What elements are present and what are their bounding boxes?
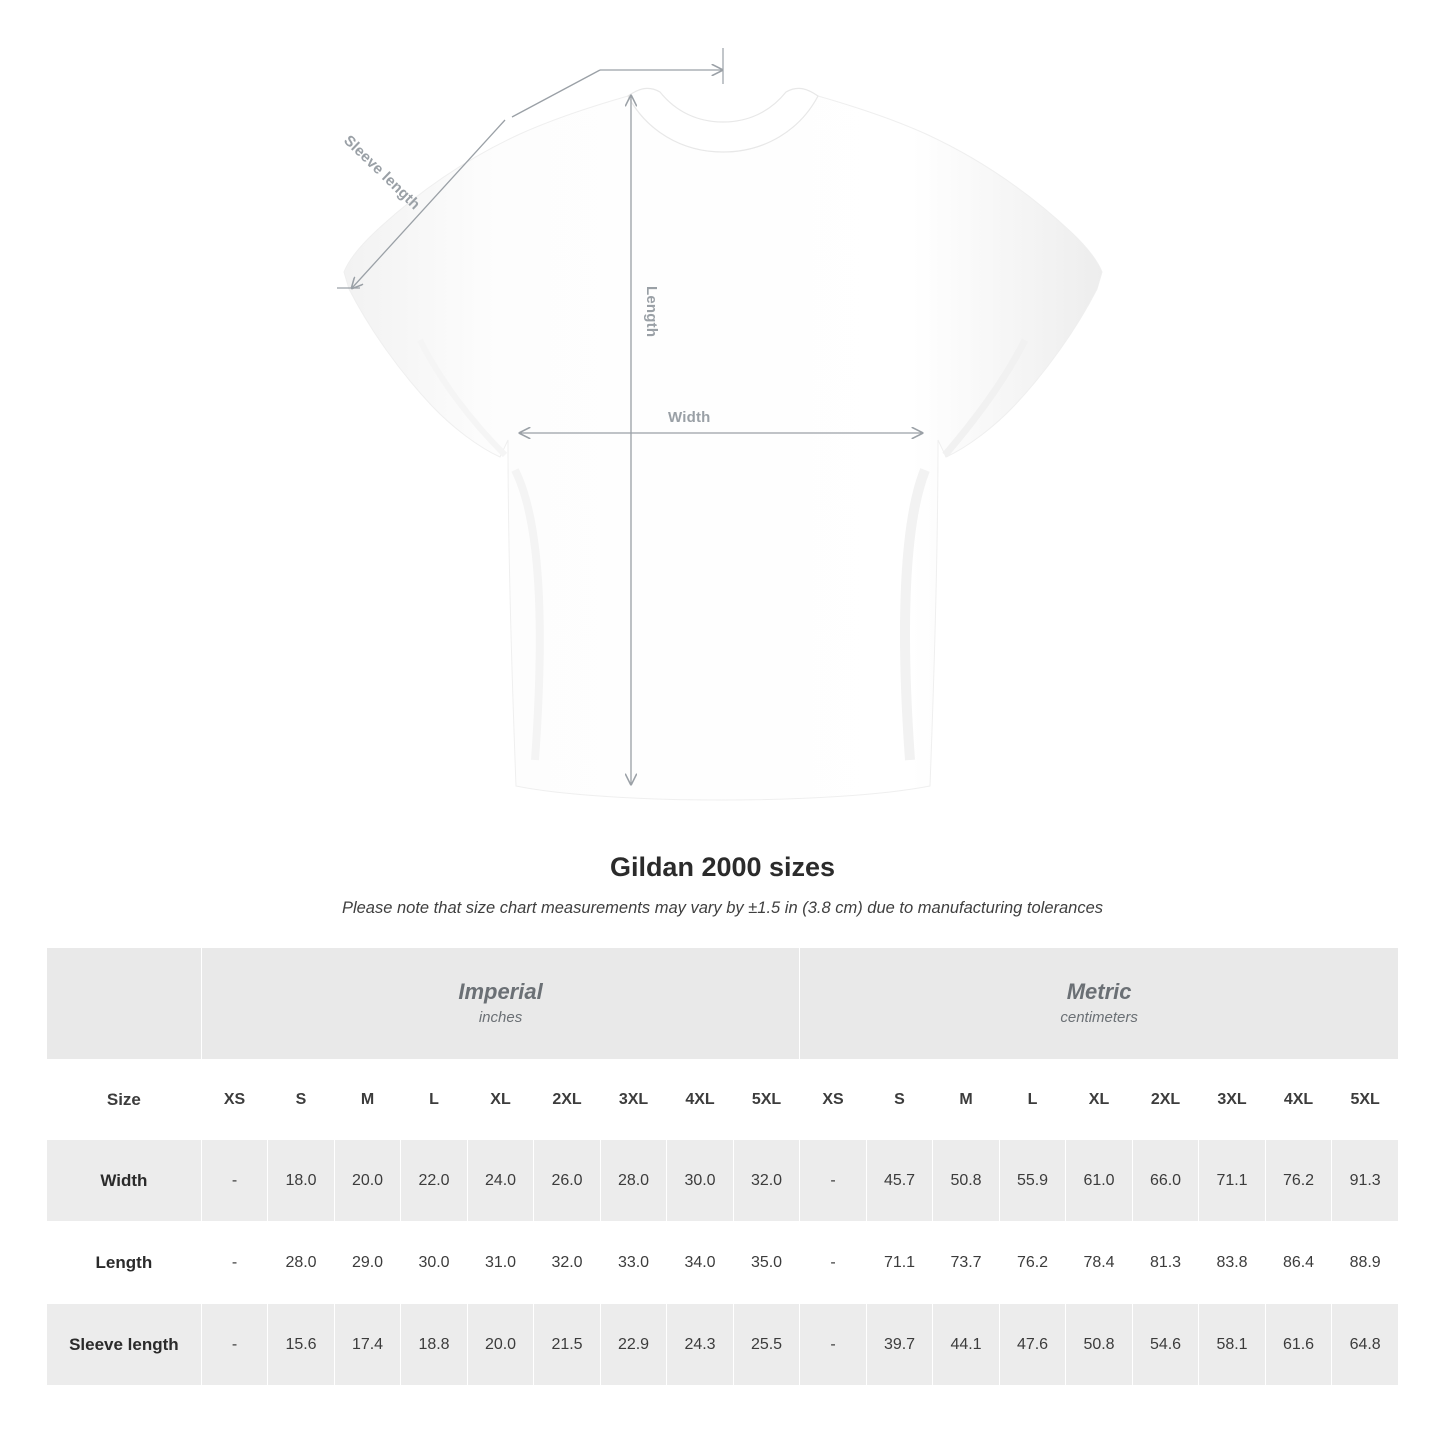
size-header-label: Size [47, 1060, 202, 1140]
table-cell: 18.0 [268, 1140, 335, 1222]
table-cell: 15.6 [268, 1304, 335, 1386]
table-cell: 45.7 [866, 1140, 933, 1222]
table-cell: 55.9 [999, 1140, 1066, 1222]
table-cell: 50.8 [933, 1140, 1000, 1222]
table-cell: 91.3 [1332, 1140, 1399, 1222]
size-header-cell: 3XL [1199, 1060, 1266, 1140]
table-cell: 54.6 [1132, 1304, 1199, 1386]
size-header-cell: S [866, 1060, 933, 1140]
table-cell: - [201, 1304, 268, 1386]
table-cell: 31.0 [467, 1222, 534, 1304]
table-cell: 76.2 [999, 1222, 1066, 1304]
length-label: Length [643, 286, 660, 338]
table-cell: 22.0 [401, 1140, 468, 1222]
unit-system-metric: Metric [1066, 978, 1132, 1004]
table-cell: 88.9 [1332, 1222, 1399, 1304]
table-cell: 32.0 [534, 1222, 601, 1304]
table-cell: 78.4 [1066, 1222, 1133, 1304]
size-header-cell: 2XL [534, 1060, 601, 1140]
size-header-cell: 4XL [1265, 1060, 1332, 1140]
table-row [47, 1222, 1399, 1304]
size-table-wrap [46, 947, 1399, 1386]
table-cell: - [201, 1222, 268, 1304]
page-title: Gildan 2000 sizes [609, 852, 836, 882]
size-header-cell: 4XL [667, 1060, 734, 1140]
size-header-cell: M [933, 1060, 1000, 1140]
table-cell: 20.0 [467, 1304, 534, 1386]
table-cell: 35.0 [733, 1222, 800, 1304]
size-table [46, 947, 1399, 1386]
table-cell: 28.0 [268, 1222, 335, 1304]
size-header-row [47, 1060, 1399, 1140]
table-cell: - [800, 1304, 867, 1386]
table-cell: 33.0 [600, 1222, 667, 1304]
table-cell: - [201, 1140, 268, 1222]
table-row [47, 1140, 1399, 1222]
table-row [47, 1304, 1399, 1386]
table-cell: 20.0 [334, 1140, 401, 1222]
unit-header-imperial [201, 948, 800, 1060]
size-header-cell: 5XL [733, 1060, 800, 1140]
table-cell: 30.0 [667, 1140, 734, 1222]
row-label: Width [47, 1140, 202, 1222]
table-cell: 86.4 [1265, 1222, 1332, 1304]
size-header-cell: XL [467, 1060, 534, 1140]
tshirt-shape [344, 88, 1102, 800]
table-cell: 44.1 [933, 1304, 1000, 1386]
table-cell: 24.0 [467, 1140, 534, 1222]
table-cell: 25.5 [733, 1304, 800, 1386]
table-cell: 39.7 [866, 1304, 933, 1386]
unit-header-row [47, 948, 1399, 1060]
size-header-cell: XS [800, 1060, 867, 1140]
size-header-cell: 5XL [1332, 1060, 1399, 1140]
sleeve-length-label: Sleeve length [340, 132, 424, 214]
table-cell: 61.6 [1265, 1304, 1332, 1386]
table-cell: 30.0 [401, 1222, 468, 1304]
table-cell: 21.5 [534, 1304, 601, 1386]
size-header-cell: L [401, 1060, 468, 1140]
table-cell: 50.8 [1066, 1304, 1133, 1386]
unit-system-imperial: Imperial [458, 978, 543, 1004]
size-header-cell: XL [1066, 1060, 1133, 1140]
table-cell: 83.8 [1199, 1222, 1266, 1304]
table-cell: 61.0 [1066, 1140, 1133, 1222]
size-header-cell: M [334, 1060, 401, 1140]
size-header-cell: XS [201, 1060, 268, 1140]
table-cell: 66.0 [1132, 1140, 1199, 1222]
table-cell: 73.7 [933, 1222, 1000, 1304]
width-label: Width [668, 409, 711, 426]
table-cell: 17.4 [334, 1304, 401, 1386]
table-cell: 24.3 [667, 1304, 734, 1386]
table-cell: 34.0 [667, 1222, 734, 1304]
size-header-cell: 3XL [600, 1060, 667, 1140]
size-header-cell: 2XL [1132, 1060, 1199, 1140]
table-cell: - [800, 1222, 867, 1304]
table-cell: 26.0 [534, 1140, 601, 1222]
tolerance-note: Please note that size chart measurements may vary by ±1.5 in (3.8 cm) due to manufacturing tolerances [341, 899, 1104, 917]
table-cell: 28.0 [600, 1140, 667, 1222]
table-cell: - [800, 1140, 867, 1222]
table-cell: 32.0 [733, 1140, 800, 1222]
table-cell: 64.8 [1332, 1304, 1399, 1386]
table-cell: 22.9 [600, 1304, 667, 1386]
table-cell: 76.2 [1265, 1140, 1332, 1222]
size-header-cell: L [999, 1060, 1066, 1140]
size-header-cell: S [268, 1060, 335, 1140]
unit-header-metric [800, 948, 1399, 1060]
table-cell: 29.0 [334, 1222, 401, 1304]
unit-name-imperial: inches [478, 1009, 523, 1027]
unit-name-metric: centimeters [1060, 1009, 1138, 1027]
row-label: Sleeve length [47, 1304, 202, 1386]
table-cell: 47.6 [999, 1304, 1066, 1386]
row-label: Length [47, 1222, 202, 1304]
table-cell: 71.1 [1199, 1140, 1266, 1222]
unit-header-spacer [47, 948, 202, 1060]
table-cell: 71.1 [866, 1222, 933, 1304]
table-cell: 81.3 [1132, 1222, 1199, 1304]
table-cell: 18.8 [401, 1304, 468, 1386]
table-cell: 58.1 [1199, 1304, 1266, 1386]
